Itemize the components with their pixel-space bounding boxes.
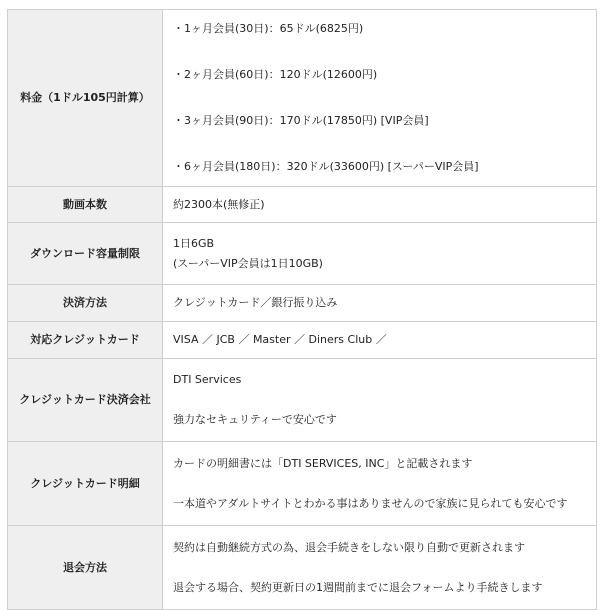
row-video-count — [8, 187, 597, 223]
row-card-statement — [8, 442, 597, 526]
credit-cards-value — [163, 322, 597, 359]
payment-company-name: DTI Services — [173, 373, 242, 386]
download-limit-note: (スーパーVIP会員は1日10GB) — [173, 256, 323, 270]
payment-company-label: クレジットカード決済会社 — [8, 359, 163, 442]
row-payment-company — [8, 359, 597, 442]
row-credit-cards — [8, 322, 597, 359]
cancellation-text: 契約は自動継続方式の為、退会手続きをしない限り自動で更新されます — [173, 540, 525, 554]
price-plan-1month: ・1ヶ月会員(30日)：65ドル(6825円) — [173, 22, 364, 35]
video-count-value — [163, 187, 597, 223]
price-plan-3month: ・3ヶ月会員(90日)：170ドル(17850円) [VIP会員] — [173, 114, 429, 127]
card-statement-label: クレジットカード明細 — [8, 442, 163, 526]
download-limit-text: 1日6GB — [173, 236, 215, 250]
payment-company-note: 強力なセキュリティーで安心です — [173, 413, 337, 426]
download-limit-label: ダウンロード容量制限 — [8, 223, 163, 285]
credit-cards-text: VISA ／ JCB ／ Master ／ Diners Club ／ — [173, 333, 387, 346]
video-count-label: 動画本数 — [8, 187, 163, 223]
card-statement-text: カードの明細書には「DTI SERVICES, INC」と記載されます — [173, 456, 473, 470]
row-cancellation — [8, 526, 597, 610]
membership-info-table — [7, 9, 597, 610]
download-limit-value — [163, 223, 597, 285]
card-statement-value — [163, 442, 597, 526]
payment-method-label: 決済方法 — [8, 285, 163, 322]
price-label: 料金（1ドル105円計算） — [8, 10, 163, 187]
cancellation-label: 退会方法 — [8, 526, 163, 610]
price-plan-6month: ・6ヶ月会員(180日)：320ドル(33600円) [スーパーVIP会員] — [173, 160, 479, 173]
payment-method-text: クレジットカード／銀行振り込み — [173, 296, 338, 309]
credit-cards-label: 対応クレジットカード — [8, 322, 163, 359]
row-payment-method — [8, 285, 597, 322]
row-download-limit — [8, 223, 597, 285]
cancellation-note: 退会する場合、契約更新日の1週間前までに退会フォームより手続きします — [173, 580, 543, 594]
card-statement-note: 一本道やアダルトサイトとわかる事はありませんので家族に見られても安心です — [173, 496, 568, 510]
cancellation-value — [163, 526, 597, 610]
payment-method-value — [163, 285, 597, 322]
payment-company-value — [163, 359, 597, 442]
video-count-text: 約2300本(無修正) — [173, 197, 265, 211]
price-value — [163, 10, 597, 187]
price-plan-2month: ・2ヶ月会員(60日)：120ドル(12600円) — [173, 68, 378, 81]
row-price — [8, 10, 597, 187]
